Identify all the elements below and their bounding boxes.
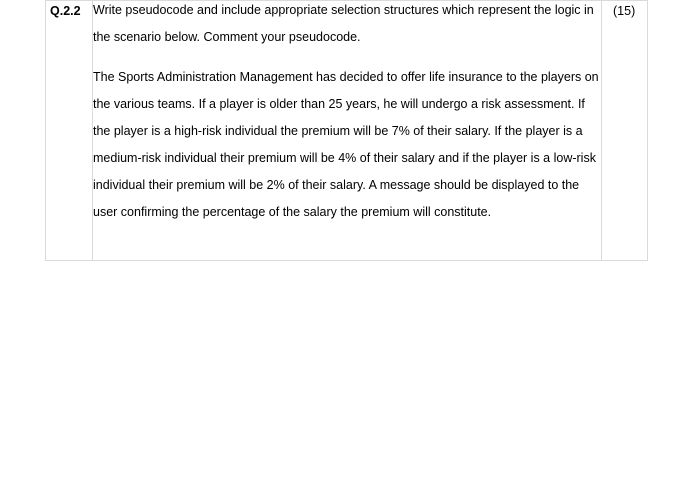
question-marks-cell bbox=[602, 1, 648, 261]
question-marks: (15) bbox=[613, 4, 636, 18]
question-number-cell bbox=[46, 1, 93, 261]
question-instruction: Write pseudocode and include appropriate selection structures which represent the logic in the scenario below. Comment your pseudocode. bbox=[93, 3, 594, 44]
question-number: Q.2.2 bbox=[50, 4, 81, 18]
question-scenario: The Sports Administration Management has decided to offer life insurance to the players on the various teams. If a player is older than 25 years, he will undergo a risk assessment. If the player is a high-risk individual the premium will be 7% of their salary. If the player is a medium-risk individual their premium will be 4% of their salary and if the player is a low-risk individual their premium will be 2% of their salary. A message should be displayed to the user confirming the percentage of the salary the premium will constitute. bbox=[93, 70, 599, 219]
question-table bbox=[45, 0, 648, 261]
question-row bbox=[46, 1, 648, 261]
question-text-cell bbox=[93, 1, 602, 261]
